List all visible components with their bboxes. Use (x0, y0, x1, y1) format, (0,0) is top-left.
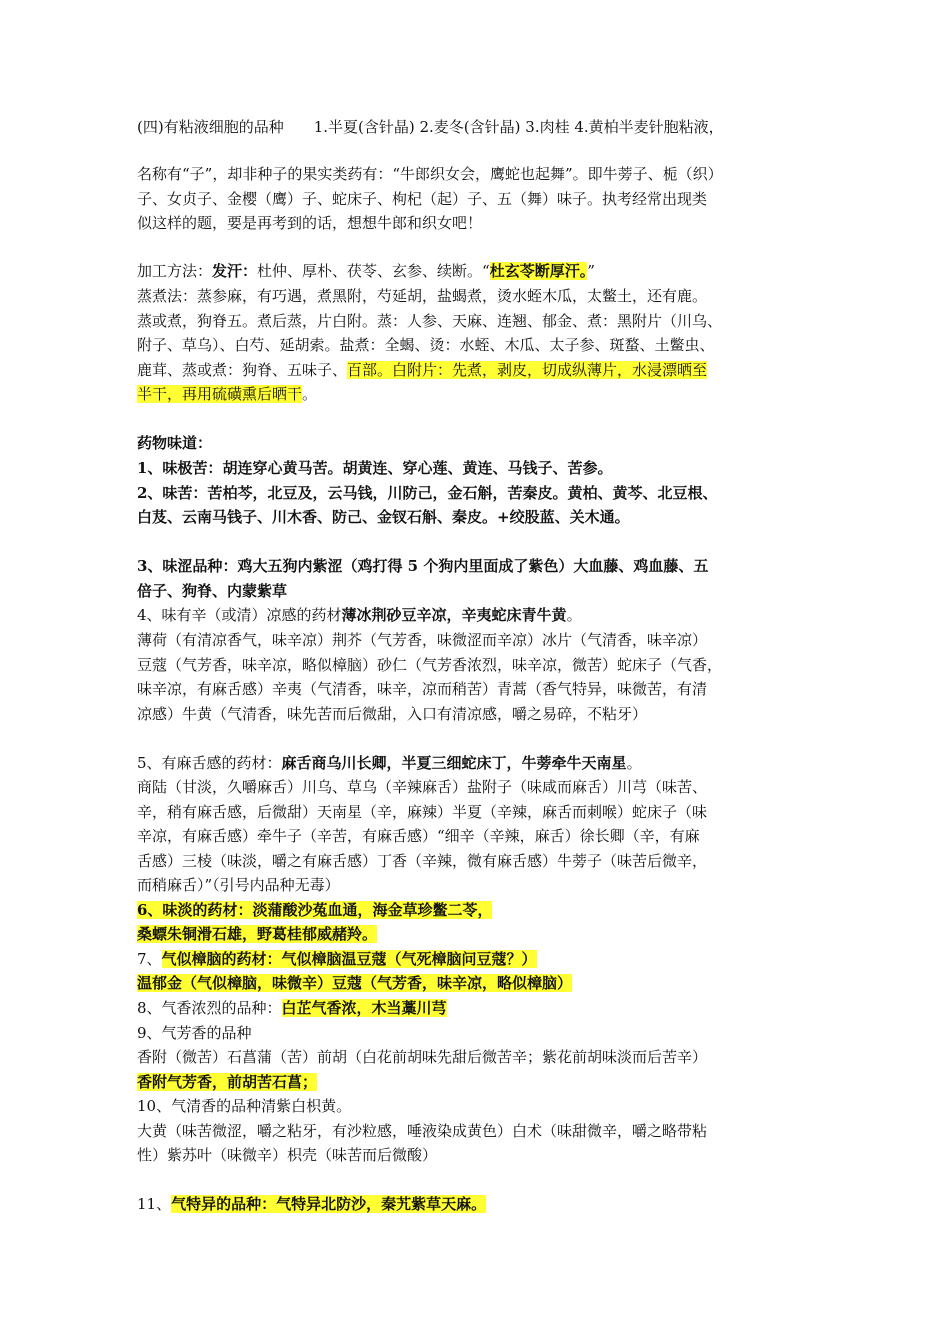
body-text: 5、有麻舌感的药材： (137, 754, 282, 772)
bold-text: 发汗： (212, 262, 258, 280)
text-line: 2、味苦：苦柏芩，北豆及，云马钱，川防己，金石斛，苦秦皮。黄柏、黄芩、北豆根、 (137, 484, 718, 502)
text-line: 似这样的题，要是再考到的话，想想牛郎和织女吧！ (137, 214, 483, 232)
text-line (137, 604, 582, 626)
text-line (137, 997, 447, 1019)
body-text: 11、 (137, 1195, 172, 1213)
text-line: (四)有粘液细胞的品种 1.半夏(含针晶) 2.麦冬(含针晶) 3.肉桂 4.黄柏半麦针胞粘液， (137, 118, 724, 136)
text-line: 名称有“子”，却非种子的果实类药有：“牛郎织女会，鹰蛇也起舞”。即牛蒡子、栀（织） (137, 165, 723, 183)
text-line: 性）紫苏叶（味微辛）枳壳（味苦而后微酸） (137, 1146, 438, 1164)
text-line: 辛，稍有麻舌感，后微甜）天南星（辛，麻辣）半夏（辛辣，麻舌而刺喉）蛇床子（味 (137, 803, 708, 821)
highlight-text: 香附气芳香，前胡苦石菖； (137, 1073, 318, 1091)
text-line (137, 383, 317, 405)
text-line: 味辛凉，有麻舌感）辛夷（气清香，味辛，凉而稍苦）青蒿（香气特异，味微苦，有清 (137, 680, 708, 698)
text-line: 薄荷（有清凉香气，味辛凉）荆芥（气芳香，味微涩而辛凉）冰片（气清香，味辛凉） (137, 631, 708, 649)
text-line: 白芨、云南马钱子、川木香、防己、金钗石斛、秦皮。+绞股蓝、关木通。 (137, 508, 630, 526)
text-line (137, 948, 537, 970)
text-line: 凉感）牛黄（气清香，味先苦而后微甜，入口有清凉感，嚼之易碎，不粘牙） (137, 705, 648, 723)
bold-text: 麻舌商乌川长卿，半夏三细蛇床丁，牛蒡牵牛天南星 (281, 754, 627, 772)
text-line: 蒸煮法：蒸参麻，有巧遇，煮黑附，芍延胡，盐蝎煮，烫水蛭木瓜，太鳖土，还有鹿。 (137, 287, 708, 305)
text-line (137, 359, 707, 381)
body-text: 。 (566, 606, 582, 624)
text-line (137, 923, 377, 945)
section-heading: 药物味道： (137, 434, 213, 452)
text-line: 辛凉，有麻舌感）牵牛子（辛苦，有麻舌感）“细辛（辛辣，麻舌）徐长卿（辛，有麻 (137, 827, 700, 845)
bold-text: 薄冰荆砂豆辛凉，辛夷蛇床青牛黄 (341, 606, 567, 624)
body-text: 鹿茸、蒸或煮：狗脊、五味子、 (137, 361, 348, 379)
text-line: 10、气清香的品种清紫白枳黄。 (137, 1097, 352, 1115)
highlight-text: 温郁金（气似樟脑，味微辛）豆蔻（气芳香，味辛凉，略似樟脑） (137, 974, 573, 992)
highlight-text: 半干，再用硫磺熏后晒干 (137, 385, 303, 403)
body-text: 。 (626, 754, 642, 772)
highlight-text: 白芷气香浓，木当藁川芎 (281, 999, 447, 1017)
text-line: 而稍麻舌）”（引号内品种无毒） (137, 876, 340, 894)
text-line (137, 972, 572, 994)
text-line: 商陆（甘淡，久嚼麻舌）川乌、草乌（辛辣麻舌）盐附子（味咸而麻舌）川芎（味苦、 (137, 778, 708, 796)
highlight-text: 气特异的品种：气特异北防沙，秦艽紫草天麻。 (171, 1195, 487, 1213)
text-line: 豆蔻（气芳香，味辛凉，略似樟脑）砂仁（气芳香浓烈，味辛凉，微苦）蛇床子（气香， (137, 656, 723, 674)
text-line (137, 260, 595, 282)
text-line: 3、味涩品种：鸡大五狗内紫涩（鸡打得 5 个狗内里面成了紫色）大血藤、鸡血藤、五 (137, 557, 709, 575)
text-line (137, 1193, 486, 1215)
text-line (137, 1071, 317, 1093)
label-text: 加工方法： (137, 262, 213, 280)
text-line: 香附（微苦）石菖蒲（苦）前胡（白花前胡味先甜后微苦辛；紫花前胡味淡而后苦辛） (137, 1048, 708, 1066)
text-line: 大黄（味苦微涩，嚼之粘牙，有沙粒感，唾液染成黄色）白术（味甜微辛，嚼之略带粘 (137, 1122, 708, 1140)
body-text: 。 (302, 385, 318, 403)
text-line: 舌感）三棱（味淡，嚼之有麻舌感）丁香（辛辣，微有麻舌感）牛蒡子（味苦后微辛， (137, 852, 708, 870)
text-line: 蒸或煮，狗脊五。煮后蒸，片白附。蒸：人参、天麻、连翘、郁金、煮：黑附片（川乌、 (137, 312, 723, 330)
text-line: 9、气芳香的品种 (137, 1024, 252, 1042)
body-text: 杜仲、厚朴、茯苓、玄参、续断。“ (257, 262, 490, 280)
highlight-text: 杜玄苓断厚汗。 (489, 262, 588, 280)
body-text: 4、味有辛（或清）凉感的药材 (137, 606, 342, 624)
body-text: 7、 (137, 950, 162, 968)
text-line: 1、味极苦：胡连穿心黄马苦。胡黄连、穿心莲、黄连、马钱子、苦参。 (137, 459, 613, 477)
text-line: 倍子、狗脊、内蒙紫草 (137, 582, 288, 600)
body-text: 8、气香浓烈的品种： (137, 999, 282, 1017)
text-line (137, 752, 642, 774)
highlight-text: 百部。白附片：先煮，剥皮，切成纵薄片，水浸漂晒至 (347, 361, 708, 379)
highlight-text: 气似樟脑的药材：气似樟脑温豆蔻（气死樟脑问豆蔻？） (161, 950, 537, 968)
body-text: ” (587, 262, 595, 280)
highlight-text: 6、味淡的药材：淡蒲酸沙菟血通，海金草珍鳖二苓， (137, 901, 493, 919)
text-line: 子、女贞子、金樱（鹰）子、蛇床子、枸杞（起）子、五（舞）味子。执考经常出现类 (137, 190, 708, 208)
text-line: 附子、草乌）、白芍、延胡索。盐煮：全蝎、烫：水蛭、木瓜、太子参、斑蝥、土鳖虫、 (137, 336, 715, 354)
text-line (137, 899, 492, 921)
highlight-text: 桑螵朱铜滑石雄，野葛桂郁威赭羚。 (137, 925, 378, 943)
